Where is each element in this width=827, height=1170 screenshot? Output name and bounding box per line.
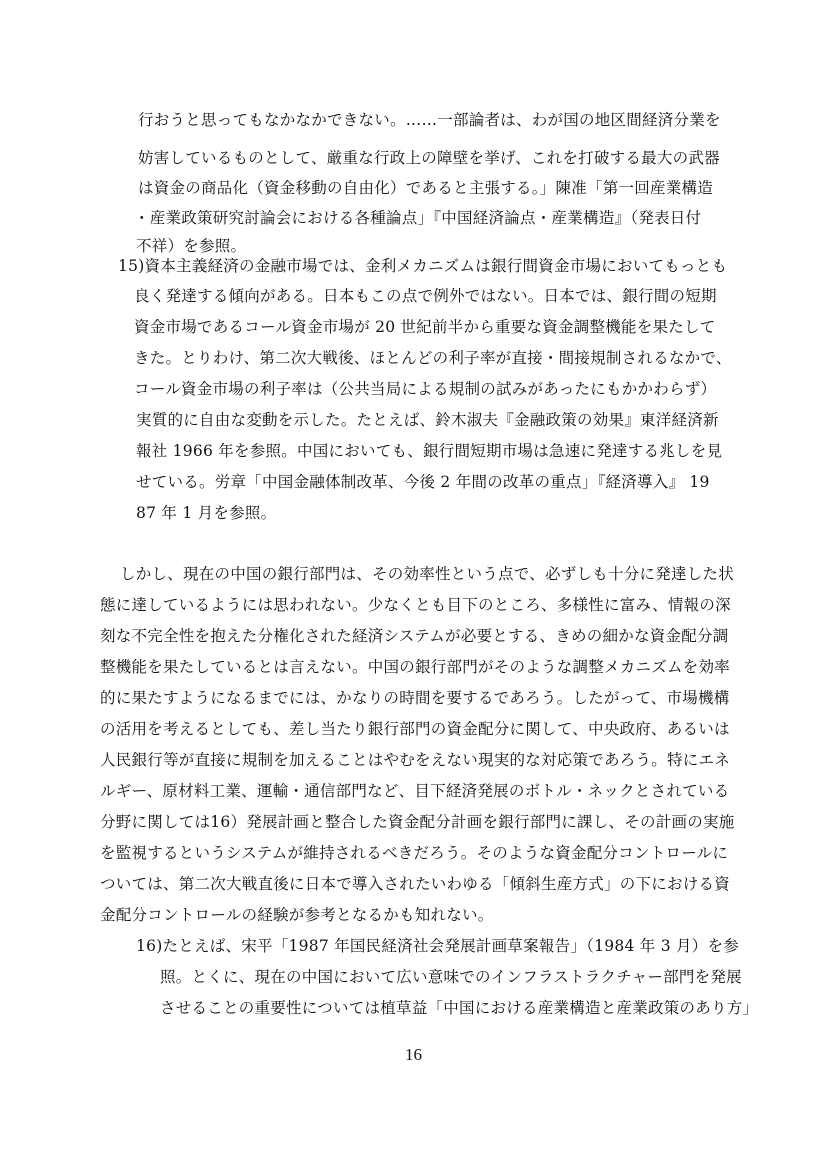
text-line: 照。とくに、現在の中国において広い意味でのインフラストラクチャー部門を発展 bbox=[160, 968, 742, 986]
text-line: 15)資本主義経済の金融市場では、金利メカニズムは銀行間資金市場においてもっとも bbox=[118, 257, 728, 275]
text-line: コール資金市場の利子率は（公共当局による規制の試みがあったにもかかわらず） bbox=[134, 380, 717, 398]
text-line: は資金の商品化（資金移動の自由化）であると主張する。」陳准「第一回産業構造 bbox=[138, 179, 714, 197]
text-line: しかし、現在の中国の銀行部門は、その効率性という点で、必ずしも十分に発達した状 bbox=[120, 565, 734, 583]
text-line: きた。とりわけ、第二次大戦後、ほとんどの利子率が直接・間接規制されるなかで、 bbox=[134, 349, 732, 367]
text-line: 金配分コントロールの経験が参考となるかも知れない。 bbox=[100, 906, 494, 924]
text-line: 人民銀行等が直接に規制を加えることはやむをえない現実的な対応策であろう。特にエネ bbox=[100, 751, 731, 769]
text-line: ・産業政策研究討論会における各種論点」『中国経済論点・産業構造』（発表日付 bbox=[134, 209, 702, 227]
text-line: 刻な不完全性を抱えた分権化された経済システムが必要とする、きめの細かな資金配分調 bbox=[100, 627, 729, 645]
text-line: 資金市場であるコール資金市場が 20 世紀前半から重要な資金調整機能を果たして bbox=[134, 318, 716, 336]
text-line: 良く発達する傾向がある。日本もこの点で例外ではない。日本では、銀行間の短期 bbox=[134, 287, 717, 305]
text-line: 整機能を果たしているとは言えない。中国の銀行部門がそのような調整メカニズムを効率 bbox=[100, 658, 731, 676]
text-line: 態に達しているようには思われない。少なくとも目下のところ、多様性に富み、情報の深 bbox=[100, 596, 731, 614]
text-line: 実質的に自由な変動を示した。たとえば、鈴木淑夫『金融政策の効果』東洋経済新 bbox=[136, 411, 719, 429]
text-line: 妨害しているものとして、厳重な行政上の障壁を挙げ、これを打破する最大の武器 bbox=[138, 149, 720, 167]
text-line: の活用を考えるとしても、差し当たり銀行部門の資金配分に関して、中央政府、あるいは bbox=[100, 720, 730, 738]
text-line: させることの重要性については植草益「中国における産業構造と産業政策のあり方」 bbox=[160, 999, 759, 1017]
text-line: 分野に関しては16）発展計画と整合した資金配分計画を銀行部門に課し、その計画の実施 bbox=[100, 813, 735, 831]
text-line: 87 年 1 月を参照。 bbox=[136, 504, 277, 522]
page-number: 16 bbox=[405, 1045, 422, 1064]
text-line: を監視するというシステムが維持されるべきだろう。そのような資金配分コントロールに bbox=[100, 844, 729, 862]
text-line: ついては、第二次大戦直後に日本で導入されたいわゆる「傾斜生産方式」の下における資 bbox=[100, 875, 731, 893]
text-line: 報社 1966 年を参照。中国においても、銀行間短期市場は急速に発達する兆しを見 bbox=[136, 442, 723, 460]
text-line: ルギー、原材料工業、運輸・通信部門など、目下経済発展のボトル・ネックとされている bbox=[100, 782, 730, 800]
text-line: 的に果たすようになるまでには、かなりの時間を要するであろう。したがって、市場機構 bbox=[100, 689, 730, 707]
text-line: 行おうと思ってもなかなかできない。……一部論者は、わが国の地区間経済分業を bbox=[138, 111, 721, 129]
text-line: 不祥）を参照。 bbox=[136, 237, 247, 255]
text-line: せている。労章「中国金融体制改革、今後 2 年間の改革の重点」『経済導入』 19 bbox=[136, 473, 710, 491]
text-line: 16)たとえば、宋平「1987 年国民経済社会発展計画草案報告」（1984 年 3 月）を参 bbox=[136, 937, 739, 955]
